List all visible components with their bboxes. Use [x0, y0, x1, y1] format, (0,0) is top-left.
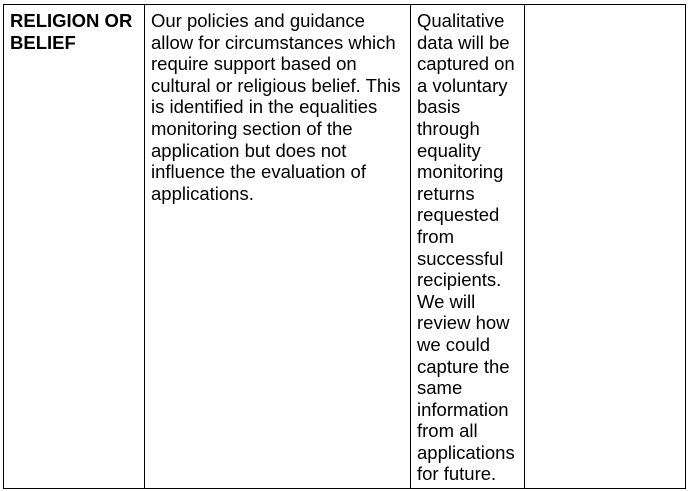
evidence-text: Qualitative data will be captured on a voluntary basis through equality monitoring returns requested from successful recipients. We will review how we could capture the same information from all applications for future. [417, 10, 515, 485]
notes-cell [525, 5, 686, 489]
impact-cell [145, 5, 411, 489]
impact-text: Our policies and guidance allow for circumstances which require support based on cultural or religious belief. This is identified in the equalities monitoring section of the application but does not influence the evaluation of applications. [151, 10, 401, 204]
category-cell [4, 5, 145, 489]
category-label: RELIGION OR BELIEF [10, 10, 133, 53]
equality-impact-table [3, 4, 686, 489]
table-row [4, 5, 686, 489]
evidence-cell [411, 5, 525, 489]
